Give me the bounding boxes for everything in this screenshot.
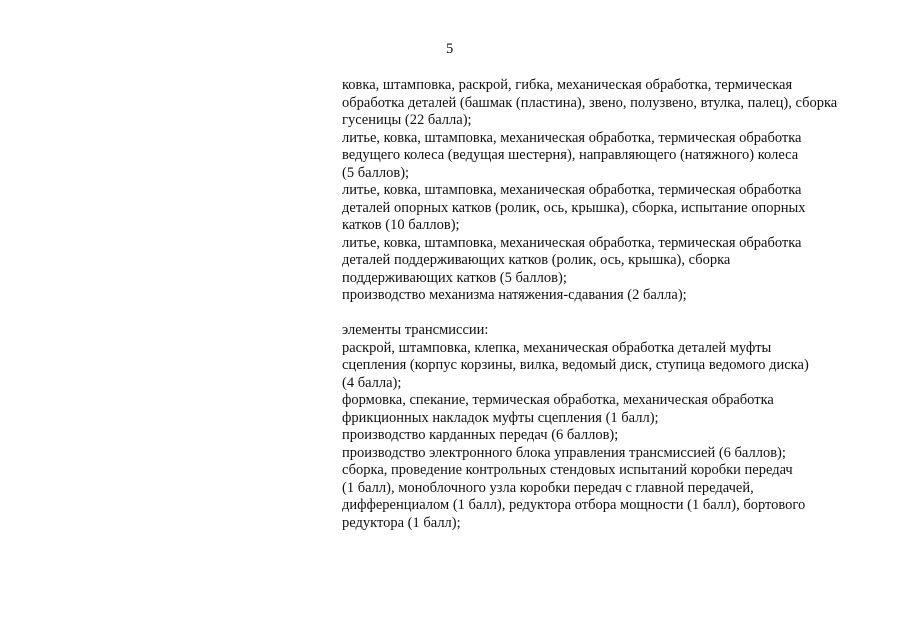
body-line: обработка деталей (башмак (пластина), звено, полузвено, втулка, палец), сборка bbox=[342, 94, 838, 111]
body-line: поддерживающих катков (5 баллов); bbox=[342, 269, 567, 286]
body-line: сборка, проведение контрольных стендовых испытаний коробки передач bbox=[342, 462, 793, 478]
body-line: (5 баллов); bbox=[342, 164, 410, 181]
body-line: гусеницы (22 балла); bbox=[342, 112, 472, 128]
body-line: фрикционных накладок муфты сцепления (1 балл); bbox=[342, 409, 659, 426]
body-line: дифференциалом (1 балл), редуктора отбора мощности (1 балл), бортового bbox=[342, 497, 806, 513]
body-line: производство механизма натяжения-сдавания (2 балла); bbox=[342, 287, 687, 303]
body-line: литье, ковка, штамповка, механическая обработка, термическая обработка bbox=[342, 234, 802, 251]
body-line: деталей поддерживающих катков (ролик, ось, крышка), сборка bbox=[342, 252, 731, 268]
body-line: ковка, штамповка, раскрой, гибка, механическая обработка, термическая bbox=[342, 77, 793, 93]
body-line: катков (10 баллов); bbox=[342, 217, 460, 233]
section-heading: элементы трансмиссии: bbox=[342, 322, 489, 338]
body-line: (1 балл), моноблочного узла коробки передач с главной передачей, bbox=[342, 479, 754, 496]
document-body bbox=[342, 77, 902, 532]
body-line: формовка, спекание, термическая обработка, механическая обработка bbox=[342, 392, 774, 408]
body-line: производство электронного блока управления трансмиссией (6 баллов); bbox=[342, 444, 786, 461]
body-line: редуктора (1 балл); bbox=[342, 514, 461, 531]
body-line: раскрой, штамповка, клепка, механическая обработка деталей муфты bbox=[342, 339, 772, 356]
body-line: ведущего колеса (ведущая шестерня), направляющего (натяжного) колеса bbox=[342, 147, 799, 163]
body-line: литье, ковка, штамповка, механическая обработка, термическая обработка bbox=[342, 129, 802, 146]
body-line: деталей опорных катков (ролик, ось, крышка), сборка, испытание опорных bbox=[342, 199, 806, 216]
page-number: 5 bbox=[446, 41, 454, 57]
body-line: производство карданных передач (6 баллов); bbox=[342, 427, 619, 443]
body-line: (4 балла); bbox=[342, 374, 402, 391]
paragraph-gap bbox=[342, 305, 902, 323]
body-line: сцепления (корпус корзины, вилка, ведомый диск, ступица ведомого диска) bbox=[342, 357, 809, 373]
body-line: литье, ковка, штамповка, механическая обработка, термическая обработка bbox=[342, 182, 802, 198]
